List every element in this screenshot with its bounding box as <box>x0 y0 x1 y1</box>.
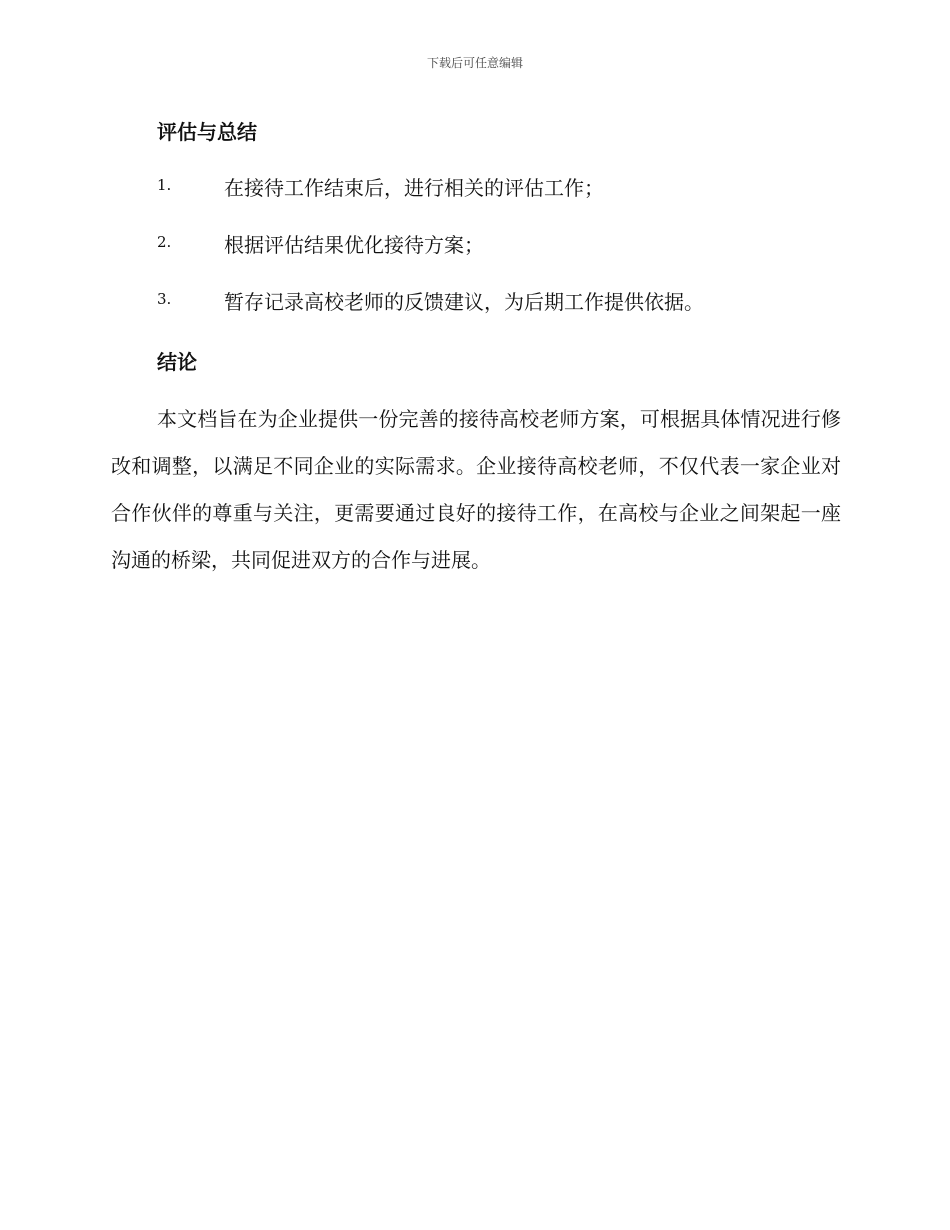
list-text: 根据评估结果优化接待方案； <box>224 233 484 257</box>
list-item <box>157 286 857 316</box>
list-text: 在接待工作结束后，进行相关的评估工作； <box>224 176 604 200</box>
list-text: 暂存记录高校老师的反馈建议，为后期工作提供依据。 <box>224 290 704 314</box>
list-item <box>157 172 857 202</box>
list-number: 3. <box>157 290 172 308</box>
list-number: 1. <box>157 176 172 194</box>
section-title-evaluation: 评估与总结 <box>157 120 257 144</box>
header-note: 下载后可任意编辑 <box>426 56 523 70</box>
conclusion-paragraph: 本文档旨在为企业提供一份完善的接待高校老师方案，可根据具体情况进行修改和调整，以满足不同企业的实际需求。企业接待高校老师，不仅代表一家企业对合作伙伴的尊重与关注，更需要通过良好的接待工作，在高校与企业之间架起一座沟通的桥梁，共同促进双方的合作与进展。 <box>111 407 841 572</box>
section-title-conclusion: 结论 <box>157 350 197 374</box>
list-item <box>157 229 857 259</box>
list-number: 2. <box>157 233 172 251</box>
